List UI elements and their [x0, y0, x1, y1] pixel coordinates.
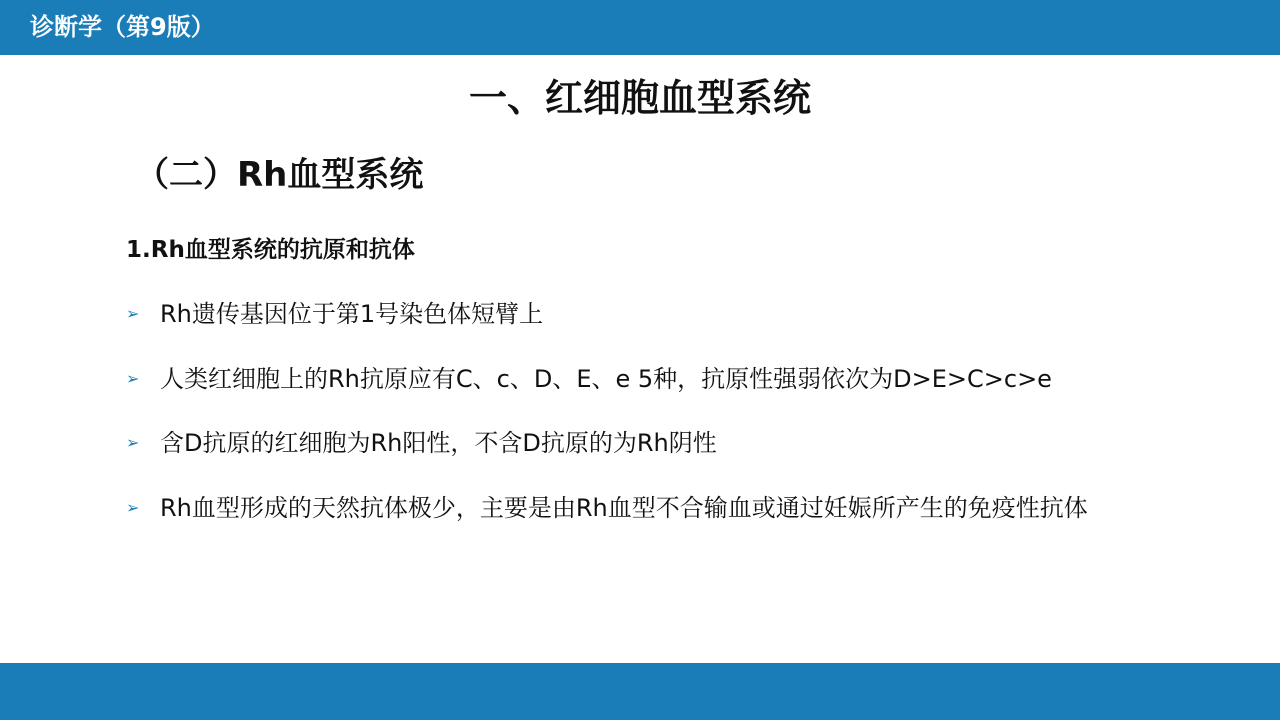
bullet-text: Rh遗传基因位于第1号染色体短臂上 — [160, 300, 544, 328]
bullet-list — [126, 296, 1246, 554]
list-item — [126, 490, 1246, 526]
arrowhead-bullet-icon: ➢ — [126, 304, 140, 323]
header-bar — [0, 0, 1280, 55]
footer-bar — [0, 663, 1280, 720]
arrowhead-bullet-icon: ➢ — [126, 368, 140, 388]
list-item — [126, 425, 1246, 461]
page-title: 一、红细胞血型系统 — [468, 76, 811, 120]
book-title: 诊断学（第9版） — [30, 13, 215, 41]
list-item — [126, 296, 1246, 332]
arrowhead-bullet-icon: ➢ — [126, 433, 140, 452]
section-subtitle: （二）Rh血型系统 — [135, 155, 424, 195]
bullet-text: 人类红细胞上的Rh抗原应有C、c、D、E、e 5种，抗原性强弱依次为D>E>C>c>e — [160, 364, 1052, 393]
bullet-text: 含D抗原的红细胞为Rh阳性，不含D抗原的为Rh阴性 — [160, 429, 717, 457]
arrowhead-bullet-icon: ➢ — [126, 497, 140, 517]
section-heading: 1.Rh血型系统的抗原和抗体 — [126, 237, 415, 263]
bullet-text: Rh血型形成的天然抗体极少，主要是由Rh血型不合输血或通过妊娠所产生的免疫性抗体 — [160, 493, 1088, 522]
list-item — [126, 361, 1246, 397]
